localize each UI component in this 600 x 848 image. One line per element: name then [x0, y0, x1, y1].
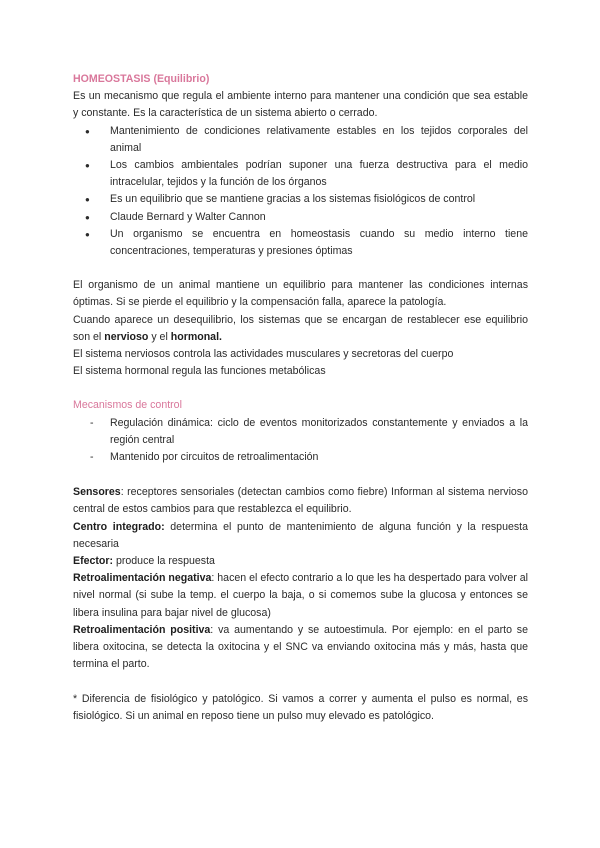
text-span: y el [148, 330, 171, 343]
list-item: - Regulación dinámica: ciclo de eventos monitorizados constantemente y enviados a la región central [73, 415, 528, 449]
paragraph-nervous: El sistema nerviosos controla las actividades musculares y secretoras del cuerpo [73, 348, 454, 361]
definition-term: Retroalimentación positiva [73, 623, 211, 636]
document-title [73, 71, 528, 88]
definition-negativa [73, 570, 528, 622]
definition-term: Efector: [73, 555, 114, 568]
definition-term: Sensores [73, 486, 121, 499]
definition-text: : hacen el efecto contrario a lo que les ha despertado para volver al nivel normal (si sube la temp. el cuerpo la baja, o si comemos sube la glucosa y entonces se libera insulina para bajar nivel de glucosa) [73, 572, 528, 619]
bold-term: nervioso [104, 330, 149, 343]
definition-text: : receptores sensoriales (detectan cambios como fiebre) Informan al sistema nervioso central de estos cambios para que restablezca el equilibrio. [73, 486, 528, 516]
definition-text: produce la respuesta [113, 555, 215, 568]
bullet-list [73, 123, 528, 261]
definition-text: : va aumentando y se autoestimula. Por ejemplo: en el parto se libera oxitocina, se detecta la oxitocina y el SNC va enviando oxitocina más y más, hasta que termina el parto. [73, 623, 528, 671]
footnote: * Diferencia de fisiológico y patológico. Si vamos a correr y aumenta el pulso es normal, es fisiológico. Si un animal en reposo tiene un pulso muy elevado es patológico. [73, 692, 528, 722]
title-main: HOMEOSTASIS [73, 73, 151, 85]
intro-paragraph: Es un mecanismo que regula el ambiente interno para mantener una condición que sea estable y constante. Es la característica de un sistema abierto o cerrado. [73, 90, 528, 120]
list-item: ● Los cambios ambientales podrían suponer una fuerza destructiva para el medio intracelular, tejidos y la función de los órganos [73, 157, 528, 191]
definition-centro [73, 519, 528, 553]
section-title-control: Mecanismos de control [73, 399, 182, 412]
bold-term: hormonal. [170, 330, 222, 343]
list-item: - Mantenido por circuitos de retroalimentación [73, 449, 528, 466]
title-sub: (Equilibrio) [153, 73, 210, 85]
definition-term: Centro integrado: [73, 520, 165, 533]
list-item: ● Claude Bernard y Walter Cannon [73, 209, 528, 226]
definition-efector [73, 553, 528, 570]
list-item: ● Un organismo se encuentra en homeostasis cuando su medio interno tiene concentraciones, temperaturas y presiones óptimas [73, 226, 528, 260]
definition-term: Retroalimentación negativa [73, 572, 212, 585]
control-list [73, 415, 528, 467]
paragraph-systems [73, 312, 528, 346]
text-span: Cuando aparece un desequilibrio, los sistemas que se encargan de restablecer ese equilibrio son el [73, 313, 528, 343]
list-item: ● Es un equilibrio que se mantiene gracias a los sistemas fisiológicos de control [73, 191, 528, 208]
list-item: ● Mantenimiento de condiciones relativamente estables en los tejidos corporales del animal [73, 123, 528, 157]
document-content [73, 71, 528, 725]
definition-sensores [73, 484, 528, 518]
paragraph-hormonal: El sistema hormonal regula las funciones metabólicas [73, 365, 326, 378]
definition-positiva [73, 622, 528, 674]
definition-text: determina el punto de mantenimiento de alguna función y la respuesta necesaria [73, 520, 528, 550]
paragraph-equilibrium: El organismo de un animal mantiene un equilibrio para mantener las condiciones internas óptimas. Si se pierde el equilibrio y la compensación falla, aparece la patología. [73, 279, 528, 309]
